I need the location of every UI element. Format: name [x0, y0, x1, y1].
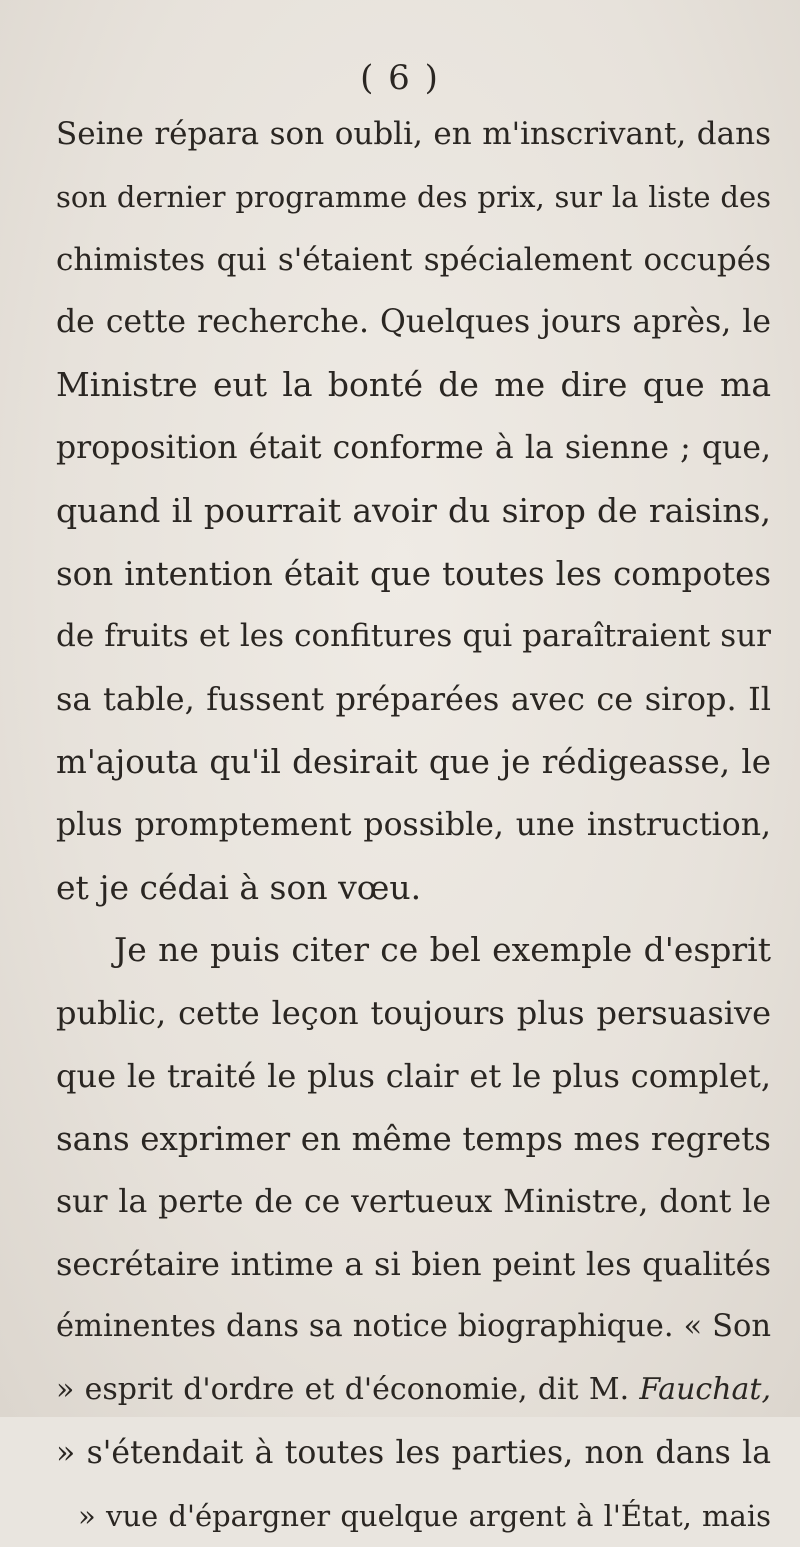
text-line: sur la perte de ce vertueux Ministre, dont le: [56, 1183, 771, 1220]
text-line: quand il pourrait avoir du sirop de raisins,: [56, 490, 771, 530]
quote-text: » esprit d'ordre et d'économie, dit M.: [56, 1371, 640, 1407]
text-line: Ministre eut la bonté de me dire que ma: [56, 365, 771, 405]
text-line: m'ajouta qu'il desirait que je rédigeasse, le: [56, 742, 771, 781]
page-number: ( 6 ): [360, 58, 440, 98]
text-line: son intention était que toutes les compotes: [56, 554, 771, 593]
text-line: son dernier programme des prix, sur la liste des: [56, 179, 771, 214]
text-line: secrétaire intime a si bien peint les qualités: [56, 1245, 771, 1284]
paragraph-end-line: et je cédai à son vœu.: [56, 867, 422, 907]
text-line: que le traité le plus clair et le plus complet,: [56, 1056, 771, 1095]
quote-line: [56, 1359, 771, 1422]
text-line: de cette recherche. Quelques jours après, le: [56, 304, 771, 341]
text-line: public, cette leçon toujours plus persuasive: [56, 994, 771, 1033]
text-line: sa table, fussent préparées avec ce sirop. Il: [56, 680, 771, 719]
text-line: chimistes qui s'étaient spécialement occupés: [56, 241, 771, 278]
author-name: Fauchat,: [639, 1371, 771, 1407]
text-line: éminentes dans sa notice biographique. « Son: [56, 1309, 771, 1345]
text-line: plus promptement possible, une instruction,: [56, 806, 771, 843]
quote-line: » vue d'épargner quelque argent à l'État, mais: [78, 1498, 771, 1533]
body-text: [56, 103, 771, 1547]
text-line: sans exprimer en même temps mes regrets: [56, 1119, 771, 1158]
paragraph-start-line: Je ne puis citer ce bel exemple d'esprit: [114, 930, 771, 970]
text-line: de fruits et les confitures qui paraîtraient sur: [56, 618, 771, 655]
quote-line: » s'étendait à toutes les parties, non dans la: [56, 1434, 771, 1471]
text-line: proposition était conforme à la sienne ; que,: [56, 429, 771, 466]
text-line: Seine répara son oubli, en m'inscrivant, dans: [56, 116, 771, 152]
